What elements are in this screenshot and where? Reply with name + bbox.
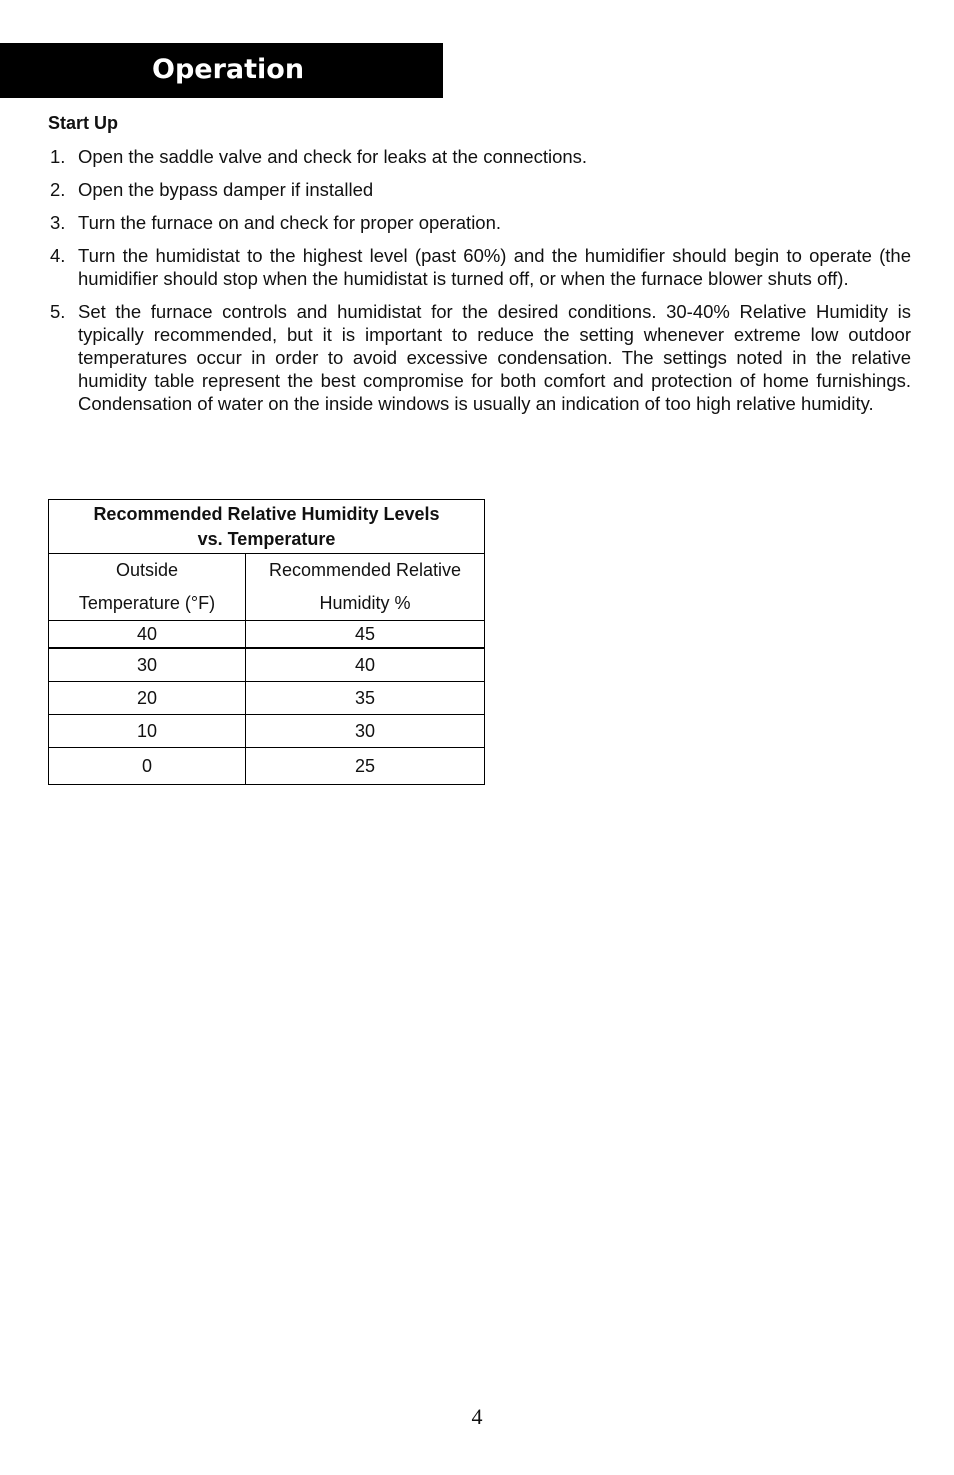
step-item xyxy=(48,300,911,415)
humidity-cell: 45 xyxy=(246,621,485,649)
step-number: 5. xyxy=(50,301,66,322)
step-text: Turn the furnace on and check for proper operation. xyxy=(78,212,502,233)
humidity-cell: 35 xyxy=(246,682,485,715)
table-row xyxy=(49,682,485,715)
step-item xyxy=(48,244,911,290)
section-banner xyxy=(0,43,443,98)
humidity-cell: 25 xyxy=(246,748,485,785)
step-number: 2. xyxy=(50,179,66,200)
column-header-temperature-line1: Outside xyxy=(115,560,179,580)
humidity-table xyxy=(48,499,485,785)
table-title-line2: vs. Temperature xyxy=(197,528,336,549)
table-title xyxy=(49,500,485,554)
temperature-cell: 30 xyxy=(49,648,246,682)
table-row xyxy=(49,621,485,649)
step-text: Set the furnace controls and humidistat for the desired conditions. 30-40% Relative Humidity is typically recommended, but it is important to reduce the setting whenever extreme low outdoor temperatures occur in order to avoid excessive condensation. The settings noted in the relative humidity table represent the best compromise for both comfort and protection of home furnishings. Condensation of water on the inside windows is usually an indication of too high relative humidity. xyxy=(78,301,911,414)
humidity-cell: 30 xyxy=(246,715,485,748)
temperature-cell: 20 xyxy=(49,682,246,715)
step-number: 1. xyxy=(50,146,66,167)
column-header-temperature xyxy=(49,554,246,621)
step-text: Open the bypass damper if installed xyxy=(78,179,374,200)
step-number: 4. xyxy=(50,245,66,266)
startup-steps-list xyxy=(48,145,911,425)
column-header-humidity-line1: Recommended Relative xyxy=(268,560,462,580)
temperature-cell: 10 xyxy=(49,715,246,748)
table-row xyxy=(49,715,485,748)
startup-heading: Start Up xyxy=(48,113,119,133)
temperature-cell: 40 xyxy=(49,621,246,649)
page-number: 4 xyxy=(471,1404,483,1429)
temperature-cell: 0 xyxy=(49,748,246,785)
step-text: Turn the humidistat to the highest level (past 60%) and the humidifier should begin to operate (the humidifier should stop when the humidistat is turned off, or when the furnace blower shuts off). xyxy=(78,245,911,289)
step-text: Open the saddle valve and check for leaks at the connections. xyxy=(78,146,588,167)
section-title: Operation xyxy=(152,54,305,85)
table-title-row xyxy=(49,500,485,554)
humidity-cell: 40 xyxy=(246,648,485,682)
column-header-humidity xyxy=(246,554,485,621)
step-number: 3. xyxy=(50,212,66,233)
table-row xyxy=(49,648,485,682)
step-item xyxy=(48,145,911,168)
table-row xyxy=(49,748,485,785)
column-header-temperature-line2: Temperature (°F) xyxy=(78,593,216,613)
step-item xyxy=(48,211,911,234)
table-title-line1: Recommended Relative Humidity Levels xyxy=(93,503,440,524)
step-item xyxy=(48,178,911,201)
table-header-row xyxy=(49,554,485,621)
column-header-humidity-line2: Humidity % xyxy=(319,593,411,613)
